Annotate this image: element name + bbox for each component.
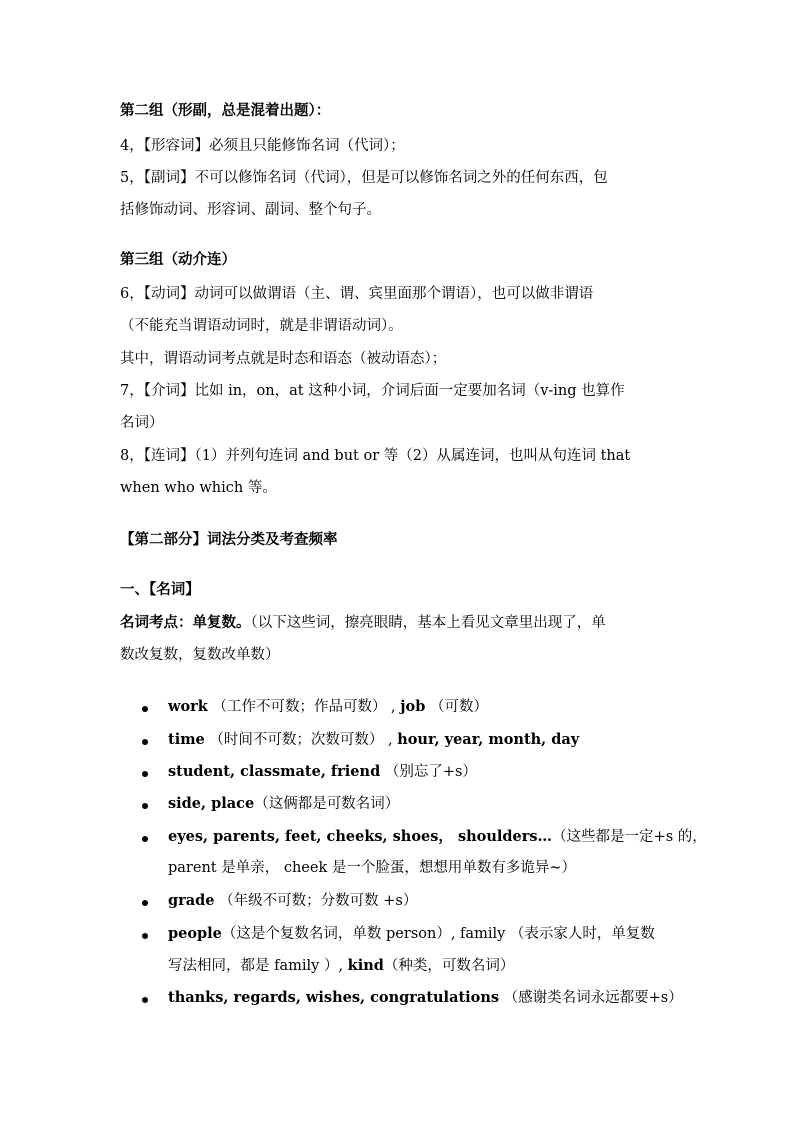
list-item-term: eyes, parents, feet, cheeks, shoes， shoulders…	[168, 828, 553, 845]
list-item-term: grade	[168, 892, 215, 909]
item-6-verb-line2: （不能充当谓语动词时，就是非谓语动词）。	[120, 318, 403, 334]
list-item-note: （工作不可数；作品可数） ,	[207, 699, 401, 715]
group2-title: 第二组（形副，总是混着出题）：	[120, 102, 331, 119]
item-7-preposition-line2: 名词）	[120, 415, 164, 431]
list-item-note-cont: 写法相同，都是 family ）,	[168, 958, 348, 974]
list-item-note: （年级不可数；分数可数 +s）	[214, 893, 418, 909]
list-item-term-cont: kind	[347, 957, 384, 974]
list-item	[168, 924, 655, 944]
nouns-intro-line1	[120, 613, 606, 633]
item-4-adjective: 4，【形容词】必须且只能修饰名词（代词）；	[120, 138, 405, 154]
list-item-term-2: job	[400, 698, 426, 715]
list-item-term: work	[168, 698, 208, 715]
item-8-conjunction-line1: 8，【连词】（1）并列句连词 and but or 等（2）从属连词，也叫从句连词 that	[120, 448, 631, 464]
list-item	[168, 827, 707, 847]
list-item-note-cont-2: （种类，可数名词）	[383, 958, 515, 974]
list-item-continuation: parent 是单亲， cheek 是一个脸蛋，想想用单数有多诡异~）	[168, 860, 576, 876]
list-item-continuation	[168, 956, 514, 976]
list-item-note: （别忘了+s）	[380, 764, 477, 780]
list-item	[168, 794, 399, 814]
list-item-term: student, classmate, friend	[168, 763, 381, 780]
bullet-icon	[142, 771, 148, 777]
list-item-note: （这是个复数名词，单数 person）, family （表示家人时，单复数	[221, 926, 655, 942]
bullet-icon	[142, 739, 148, 745]
nouns-intro-line2: 数改复数，复数改单数）	[120, 647, 280, 663]
bullet-icon	[142, 836, 148, 842]
group3-note: 其中，谓语动词考点就是时态和语态（被动语态）；	[120, 351, 447, 367]
nouns-heading: 一、【名词】	[120, 581, 200, 598]
nouns-intro-bold: 名词考点：单复数。	[120, 614, 251, 631]
bullet-icon	[142, 900, 148, 906]
list-item-term-2: hour, year, month, day	[397, 731, 580, 748]
list-item	[168, 762, 477, 782]
list-item-note-2: （可数）	[425, 699, 488, 715]
list-item-term: side, place	[168, 795, 255, 812]
item-6-verb-line1: 6，【动词】动词可以做谓语（主、谓、宾里面那个谓语），也可以做非谓语	[120, 286, 594, 302]
part2-title: 【第二部分】词法分类及考查频率	[120, 531, 338, 548]
bullet-icon	[142, 933, 148, 939]
list-item	[168, 697, 488, 717]
item-8-conjunction-line2: when who which 等。	[120, 480, 277, 496]
list-item	[168, 730, 579, 750]
list-item-term: time	[168, 731, 205, 748]
nouns-intro-rest: （以下这些词，擦亮眼睛，基本上看见文章里出现了，单	[250, 615, 606, 631]
list-item-note: （这俩都是可数名词）	[254, 796, 400, 812]
list-item-term: people	[168, 925, 222, 942]
bullet-icon	[142, 997, 148, 1003]
list-item	[168, 891, 417, 911]
list-item-note: （时间不可数；次数可数） ,	[204, 732, 398, 748]
list-item-note: （这些都是一定+s 的，	[552, 829, 707, 845]
item-7-preposition-line1: 7，【介词】比如 in，on，at 这种小词，介词后面一定要加名词（v-ing 也算作	[120, 383, 625, 399]
list-item-term: thanks, regards, wishes, congratulations	[168, 989, 500, 1006]
bullet-icon	[142, 803, 148, 809]
bullet-icon	[142, 706, 148, 712]
list-item-note: （感谢类名词永远都要+s）	[499, 990, 683, 1006]
list-item	[168, 988, 683, 1008]
item-5-adverb-line1: 5，【副词】不可以修饰名词（代词），但是可以修饰名词之外的任何东西，包	[120, 170, 608, 186]
item-5-adverb-line2: 括修饰动词、形容词、副词、整个句子。	[120, 202, 381, 218]
group3-title: 第三组（动介连）	[120, 251, 236, 268]
